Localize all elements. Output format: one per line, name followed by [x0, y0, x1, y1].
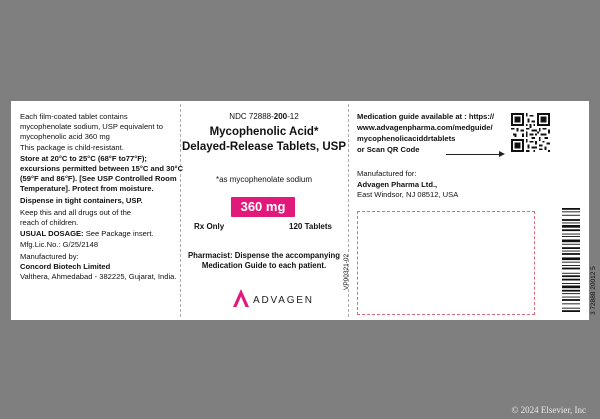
manufacturer-address: Valthera, Ahmedabad - 382225, Gujarat, India.: [20, 272, 177, 281]
copyright-notice: © 2024 Elsevier, Inc: [511, 405, 586, 415]
product-title-line-2: Delayed-Release Tablets, USP: [181, 141, 347, 153]
barcode-bar: [562, 283, 580, 284]
rx-only: Rx Only: [194, 222, 225, 231]
barcode-bar: [562, 286, 580, 289]
barcode-bar: [562, 240, 580, 243]
manufactured-by-label: Manufactured by:: [20, 252, 79, 261]
barcode-bar: [562, 225, 580, 228]
strength-badge: 360 mg: [231, 197, 295, 217]
advagen-logo-mark: [233, 289, 249, 307]
storage-line-3: (59°F and 86°F). [See USP Controlled Room: [20, 174, 177, 183]
mfg-license: Mfg.Lic.No.: G/25/2148: [20, 240, 99, 249]
barcode-bar: [562, 297, 580, 298]
barcode-bar: [562, 299, 580, 301]
barcode-bar: [562, 310, 580, 312]
barcode-bar: [562, 219, 580, 221]
barcode-bar: [562, 229, 580, 231]
ndc-product-code: 200: [273, 112, 288, 121]
lot-exp-box: [357, 211, 535, 315]
barcode-bar: [562, 293, 580, 294]
barcode-bar: [562, 290, 580, 292]
ndc-number: [181, 112, 347, 122]
usual-dosage-label: USUAL DOSAGE:: [20, 229, 84, 238]
barcode-bar: [562, 244, 580, 245]
barcode-bar: [562, 268, 580, 270]
manufacturer-name: Concord Biotech Limited: [20, 262, 111, 271]
usual-dosage-text: See Package insert.: [83, 229, 154, 238]
pharmacist-note-line-2: Medication Guide to each patient.: [201, 261, 327, 270]
composition-line-3: mycophenolic acid 360 mg: [20, 132, 110, 141]
child-resistant-note: This package is child-resistant.: [20, 143, 124, 152]
storage-line-1: Store at 20°C to 25°C (68°F to77°F);: [20, 154, 147, 163]
barcode-bar: [562, 303, 580, 304]
distributor-address: East Windsor, NJ 08512, USA: [357, 190, 459, 199]
med-guide-line-1: Medication guide available at : https://: [357, 112, 495, 121]
advagen-logo-icon: [232, 288, 342, 310]
manufactured-for-label: Manufactured for:: [357, 169, 417, 178]
barcode-number: 3 72888 20012 5: [590, 266, 597, 315]
barcode-bar: [562, 273, 580, 274]
med-guide-line-2: www.advagenpharma.com/medguide/: [357, 123, 493, 132]
keep-away-line-1: Keep this and all drugs out of the: [20, 208, 132, 217]
product-subtitle: *as mycophenolate sodium: [215, 175, 313, 184]
product-title-line-1: Mycophenolic Acid*: [209, 126, 319, 138]
usual-dosage: [20, 229, 154, 239]
barcode-bar: [562, 262, 580, 263]
barcode-bar: [562, 236, 580, 237]
arrow-head-icon: [499, 151, 505, 157]
pharmacist-note-line-1: Pharmacist: Dispense the accompanying: [187, 251, 341, 260]
barcode-bar: [562, 279, 580, 281]
qr-code-icon[interactable]: [511, 113, 550, 152]
barcode-bar: [562, 211, 580, 212]
distributor-name: Advagen Pharma Ltd.,: [357, 180, 438, 189]
composition-line-2: mycophenolate sodium, USP equivalent to: [20, 122, 163, 131]
composition-line-1: Each film-coated tablet contains: [20, 112, 128, 121]
barcode-bar: [562, 215, 580, 216]
barcode-bar: [562, 308, 580, 309]
barcode-bar: [562, 251, 580, 252]
barcode-bar: [562, 265, 580, 266]
side-code: VP00321-02: [343, 253, 350, 290]
barcode-bar: [562, 208, 580, 210]
barcode-bar: [562, 257, 580, 260]
arrow-right-icon: [446, 154, 500, 155]
tablet-count: 120 Tablets: [289, 222, 332, 231]
dispense-note: Dispense in tight containers, USP.: [20, 196, 143, 205]
storage-line-2: excursions permitted between 15°C and 30°C: [20, 164, 184, 173]
keep-away-line-2: reach of children.: [20, 218, 79, 227]
barcode-bar: [562, 253, 580, 255]
ndc-prefix: NDC 72888-: [229, 112, 274, 121]
advagen-logo-text: ADVAGEN: [253, 295, 314, 306]
barcode-bar: [562, 223, 580, 224]
ndc-suffix: -12: [287, 112, 299, 121]
med-guide-line-3: mycophenolicaciddrtablets: [357, 134, 456, 143]
storage-line-4: Temperature]. Protect from moisture.: [20, 184, 154, 193]
barcode-bar: [562, 234, 580, 235]
med-guide-line-4: or Scan QR Code: [357, 145, 420, 154]
barcode-bar: [562, 247, 580, 249]
barcode-icon: [562, 208, 580, 312]
barcode-bar: [562, 275, 580, 277]
